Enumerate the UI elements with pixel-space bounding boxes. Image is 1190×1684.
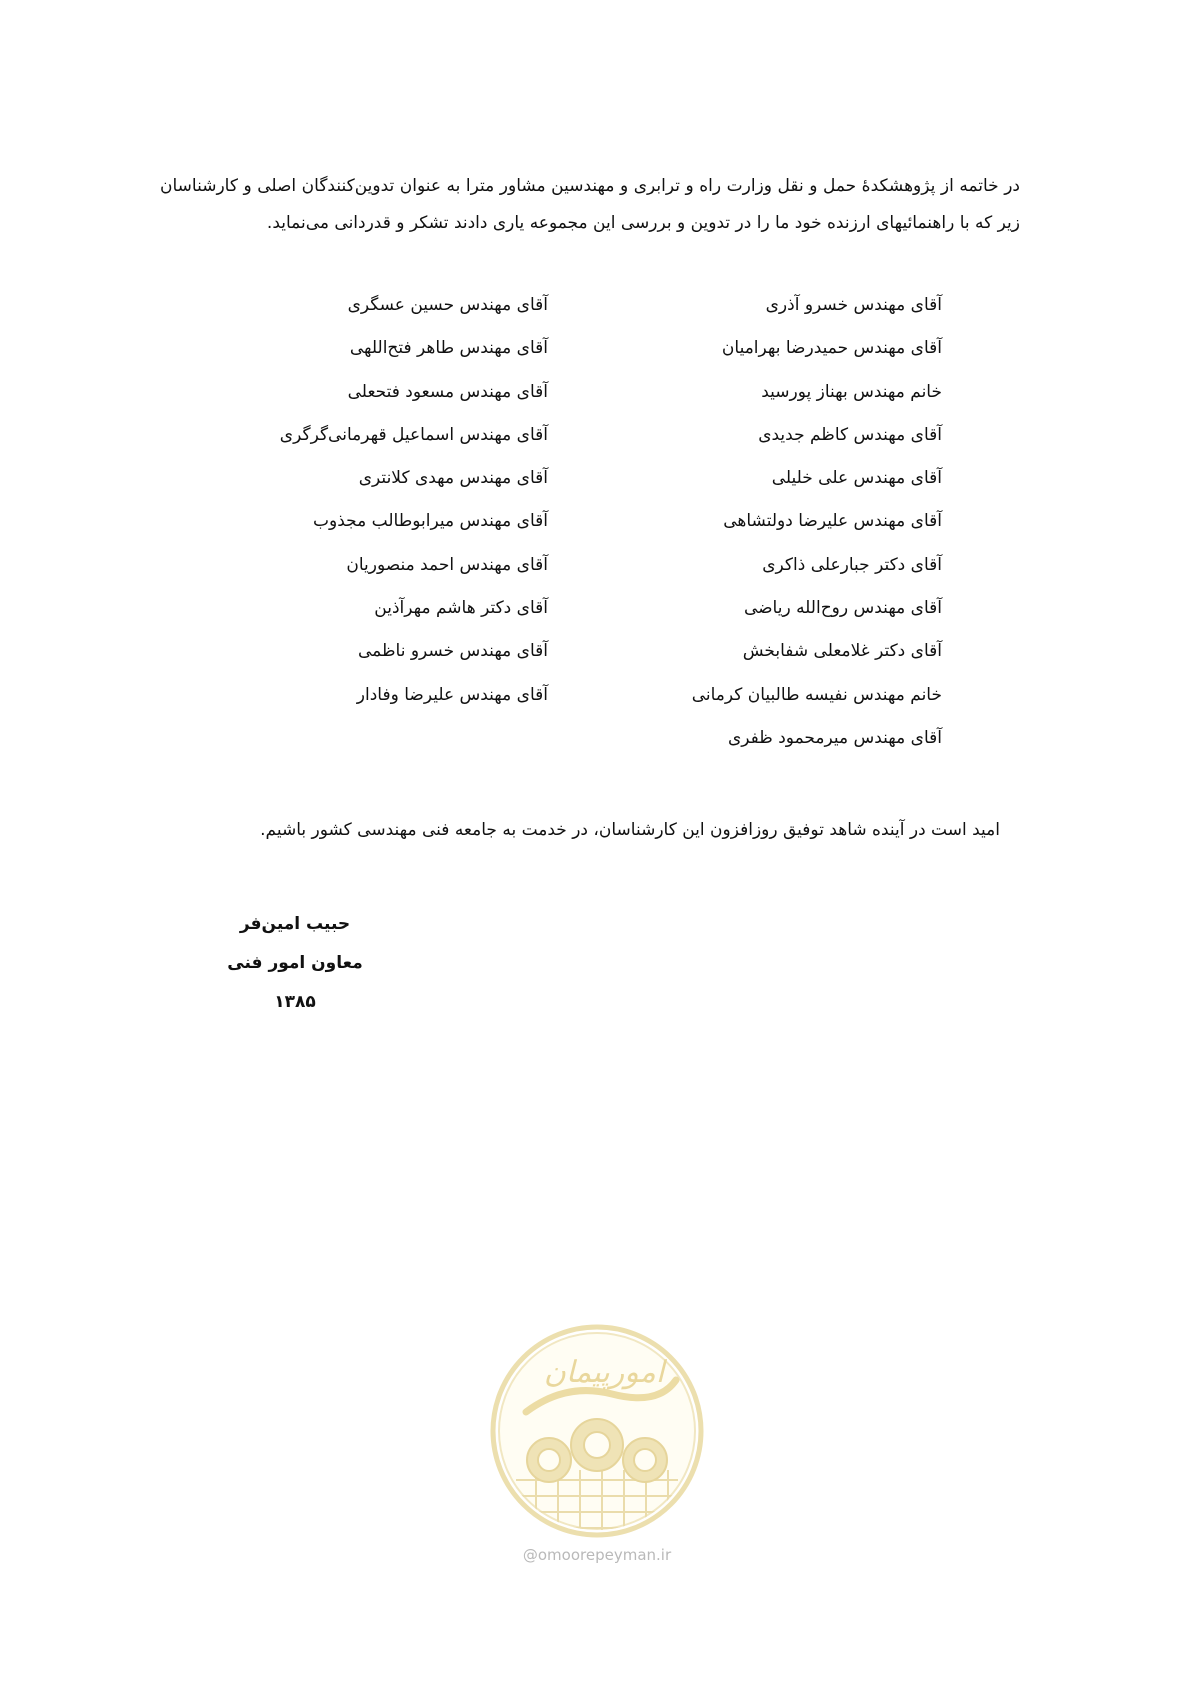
- contributor-name: آقای دکتر هاشم مهرآذین: [374, 598, 548, 619]
- logo-lettering: امورپیمان: [543, 1355, 665, 1390]
- contributor-name: آقای مهندس طاهر فتح‌اللهی: [349, 338, 548, 359]
- contributor-name: آقای مهندس علیرضا وفادار: [356, 684, 548, 705]
- contributor-name: آقای مهندس علیرضا دولتشاهی: [723, 511, 942, 532]
- signature-year: ۱۳۸۵: [274, 992, 316, 1012]
- contributor-name: آقای مهندس خسرو آذری: [765, 295, 942, 315]
- signatory-title: معاون امور فنی: [227, 953, 363, 973]
- contributor-name: خانم مهندس نفیسه طالبیان کرمانی: [691, 684, 942, 705]
- contributor-name: آقای مهندس میرمحمود ظفری: [728, 727, 942, 748]
- contributor-name: آقای مهندس مسعود فتحعلی: [347, 381, 548, 402]
- contributor-name: خانم مهندس بهناز پورسید: [761, 381, 942, 402]
- seal-icon: [486, 1320, 708, 1542]
- closing-paragraph: امید است در آینده شاهد توفیق روزافزون این کارشناسان، در خدمت به جامعه فنی مهندسی کشور باشیم.: [260, 820, 1000, 840]
- contributor-name: آقای مهندس روح‌الله ریاضی: [743, 598, 942, 619]
- contributors-list-right: [602, 284, 942, 760]
- contributor-name: آقای مهندس علی خلیلی: [771, 468, 942, 489]
- intro-paragraph: در خاتمه از پژوهشکدهٔ حمل و نقل وزارت راه و ترابری و مهندسین مشاور مترا به عنوان تدوین‌کنندگان اصلی و کارشناسان زیر که با راهنمائیهای ارزنده خود ما را در تدوین و بررسی این مجموعه یاری دادند تشکر و قدردانی می‌نماید.: [160, 176, 1020, 233]
- signature-block: [210, 905, 380, 1022]
- contributor-name: آقای دکتر جبارعلی ذاکری: [762, 554, 942, 575]
- contributor-name: آقای مهندس حمیدرضا بهرامیان: [721, 338, 942, 359]
- contributor-name: آقای مهندس خسرو ناظمی: [358, 641, 548, 662]
- contributor-name: آقای مهندس کاظم جدیدی: [758, 424, 942, 445]
- contributor-name: آقای مهندس حسین عسگری: [347, 295, 548, 315]
- watermark-logo: [486, 1320, 708, 1570]
- signatory-name: حبیب امین‌فر: [239, 914, 351, 934]
- contributor-name: آقای مهندس میرابوطالب مجذوب: [313, 511, 548, 532]
- contributor-name: آقای مهندس مهدی کلانتری: [358, 468, 548, 489]
- watermark-caption: @omoorepeyman.ir: [522, 1546, 672, 1564]
- contributor-name: آقای مهندس اسماعیل قهرمانی‌گرگری: [279, 424, 548, 445]
- contributors-list-left: [148, 284, 548, 717]
- contributor-name: آقای مهندس احمد منصوریان: [346, 554, 548, 575]
- contributor-name: آقای دکتر غلامعلی شفابخش: [742, 641, 942, 662]
